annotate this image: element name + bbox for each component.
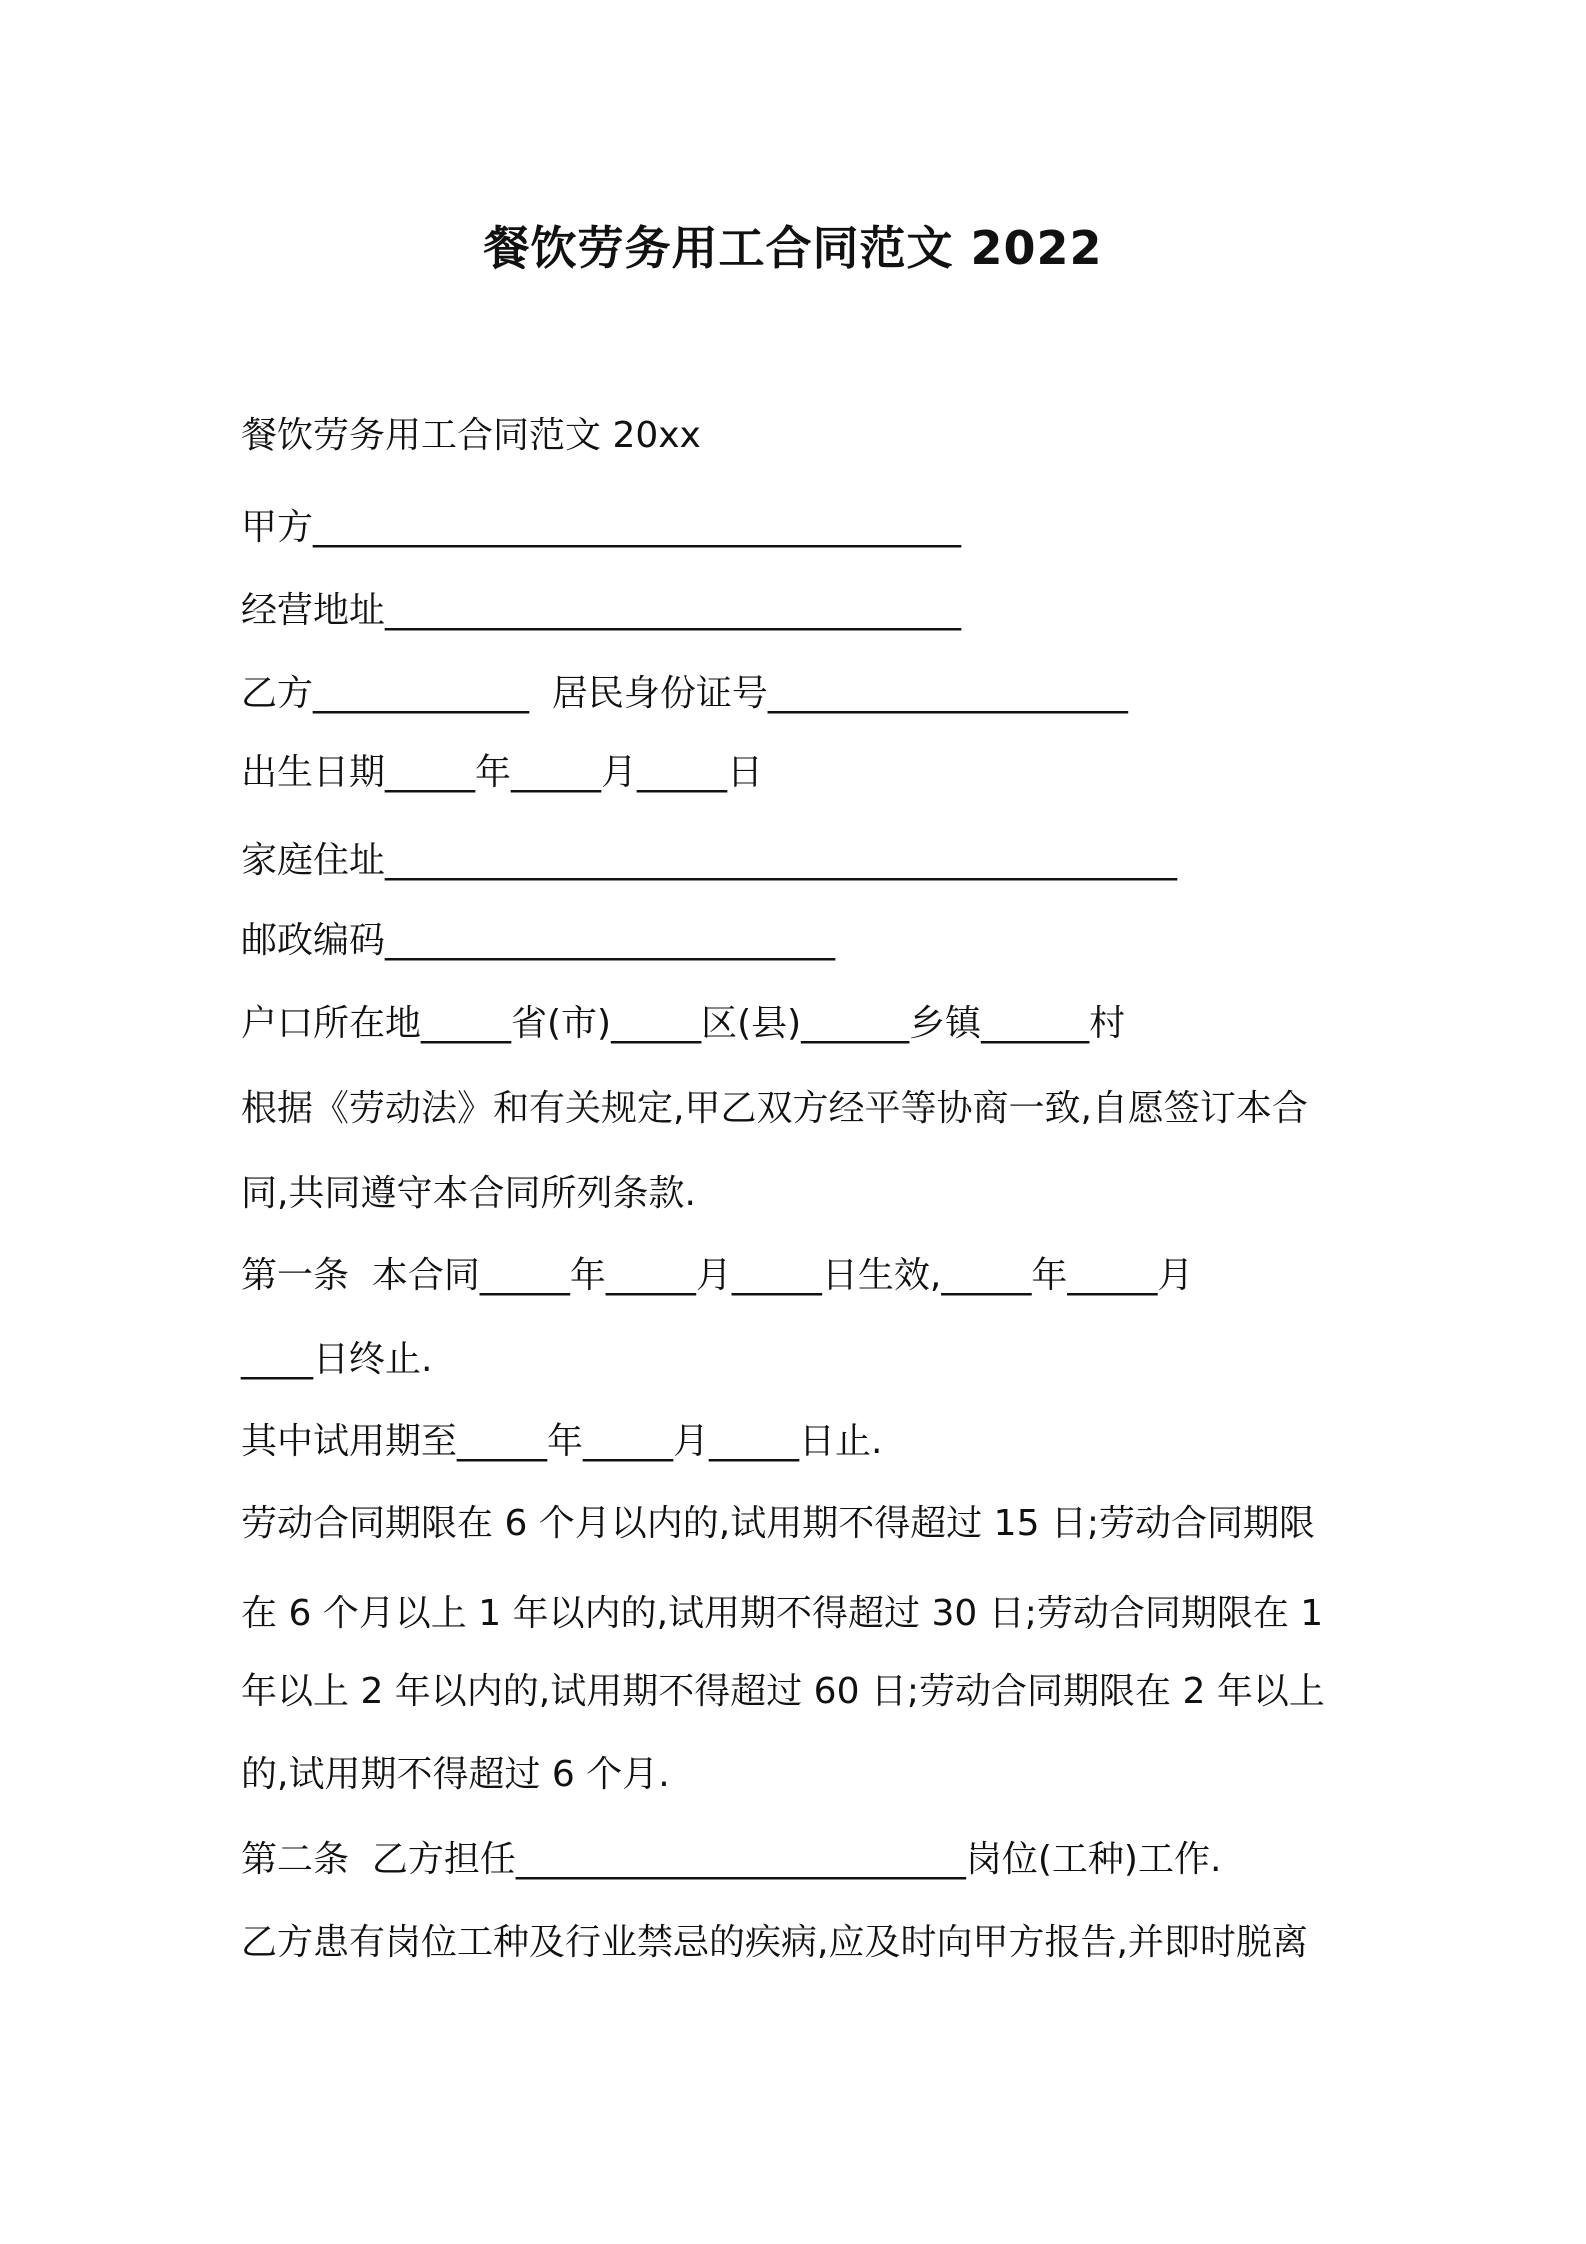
home-address-line: 家庭住址____________________________________________ <box>241 840 1178 881</box>
postal-code-line: 邮政编码_________________________ <box>241 920 836 961</box>
document-title: 餐饮劳务用工合同范文 2022 <box>483 221 1103 275</box>
party-a-line: 甲方____________________________________ <box>241 507 961 548</box>
probation-rule-line-1: 劳动合同期限在 6 个月以内的,试用期不得超过 15 日;劳动合同期限 <box>241 1503 1316 1544</box>
article-1-line-1: 第一条 本合同_____年_____月_____日生效,_____年_____月 <box>241 1255 1194 1296</box>
birth-date-line: 出生日期_____年_____月_____日 <box>241 752 764 793</box>
article-2-line-2: 乙方患有岗位工种及行业禁忌的疾病,应及时向甲方报告,并即时脱离 <box>241 1922 1308 1963</box>
preamble-line-1: 根据《劳动法》和有关规定,甲乙双方经平等协商一致,自愿签订本合 <box>241 1088 1308 1129</box>
household-registration-line: 户口所在地_____省(市)_____区(县)______乡镇______村 <box>241 1003 1126 1044</box>
probation-line: 其中试用期至_____年_____月_____日止. <box>241 1421 883 1462</box>
party-b-id-line: 乙方____________ 居民身份证号____________________ <box>241 673 1128 714</box>
article-1-line-2: ____日终止. <box>241 1339 433 1380</box>
article-2-line-1: 第二条 乙方担任_________________________岗位(工种)工作. <box>241 1839 1222 1880</box>
probation-rule-line-4: 的,试用期不得超过 6 个月. <box>241 1754 670 1795</box>
subtitle-line: 餐饮劳务用工合同范文 20xx <box>241 415 701 456</box>
probation-rule-line-3: 年以上 2 年以内的,试用期不得超过 60 日;劳动合同期限在 2 年以上 <box>241 1671 1325 1712</box>
probation-rule-line-2: 在 6 个月以上 1 年以内的,试用期不得超过 30 日;劳动合同期限在 1 <box>241 1593 1324 1634</box>
preamble-line-2: 同,共同遵守本合同所列条款. <box>241 1173 696 1214</box>
business-address-line: 经营地址________________________________ <box>241 590 962 631</box>
